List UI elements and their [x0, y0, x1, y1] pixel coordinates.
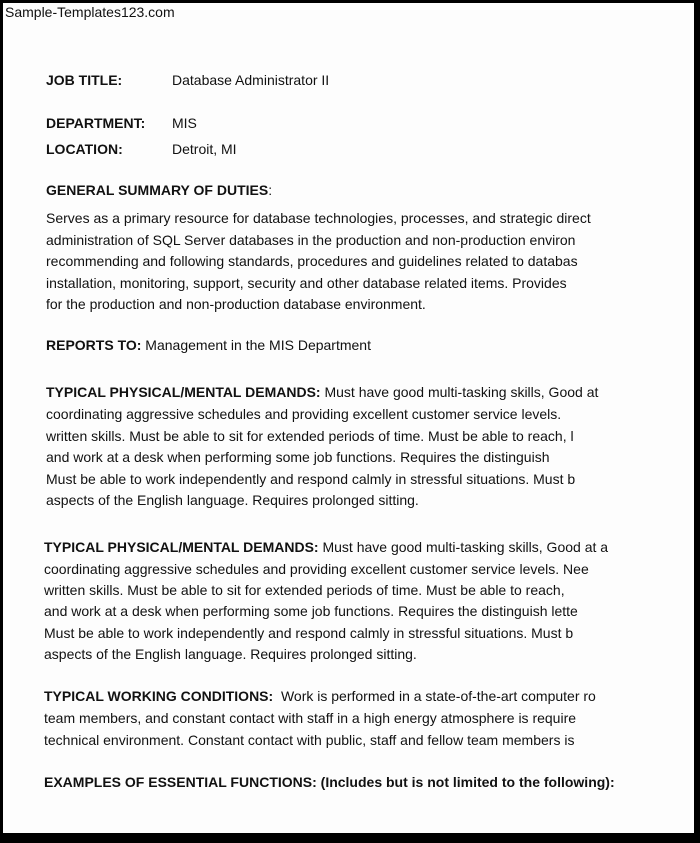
demands-2-text: Must have good multi-tasking skills, Good at a	[318, 539, 609, 555]
demands-1-text: Must have good multi-tasking skills, Good at	[320, 384, 599, 400]
demands-1-label: TYPICAL PHYSICAL/MENTAL DEMANDS:	[46, 384, 321, 400]
working-conditions-label: TYPICAL WORKING CONDITIONS:	[44, 688, 274, 704]
document-content	[3, 3, 660, 833]
watermark: Sample-Templates123.com	[5, 4, 175, 20]
location-label: LOCATION:	[46, 141, 123, 157]
location-value: Detroit, MI	[172, 141, 237, 157]
reports-to-value: Management in the MIS Department	[141, 337, 371, 353]
demands-1-line: written skills. Must be able to sit for extended periods of time. Must be able to reach, l	[46, 428, 574, 444]
summary-line: Serves as a primary resource for database technologies, processes, and strategic direct	[46, 210, 591, 226]
demands-2-line: aspects of the English language. Requires prolonged sitting.	[44, 646, 417, 662]
demands-2-line: written skills. Must be able to sit for extended periods of time. Must be able to reach,	[44, 582, 565, 598]
demands-1-line: Must be able to work independently and respond calmly in stressful situations. Must b	[46, 471, 576, 487]
reports-to-row	[46, 337, 371, 354]
demands-1-line: and work at a desk when performing some job functions. Requires the distinguish	[46, 449, 550, 465]
summary-heading	[46, 182, 272, 199]
summary-line: recommending and following standards, procedures and guidelines related to databas	[46, 253, 578, 269]
demands-2-first-line	[44, 539, 608, 556]
demands-2-line: coordinating aggressive schedules and providing excellent customer service levels. Nee	[44, 561, 589, 577]
document-page	[3, 3, 694, 833]
department-value: MIS	[172, 115, 197, 131]
summary-heading-text: GENERAL SUMMARY OF DUTIES	[46, 182, 269, 198]
summary-line: administration of SQL Server databases in the production and non-production environ	[46, 232, 576, 248]
demands-2-line: and work at a desk when performing some job functions. Requires the distinguish lette	[44, 603, 578, 619]
working-conditions-text: Work is performed in a state-of-the-art computer ro	[273, 688, 596, 704]
working-conditions-line: team members, and constant contact with staff in a high energy atmosphere is require	[44, 710, 577, 726]
summary-line: installation, monitoring, support, security and other database related items. Provides	[46, 275, 567, 291]
demands-1-first-line	[46, 384, 598, 401]
essential-functions-heading: EXAMPLES OF ESSENTIAL FUNCTIONS: (Includes but is not limited to the following):	[44, 774, 615, 790]
job-title-value: Database Administrator II	[172, 72, 330, 88]
summary-line: for the production and non-production database environment.	[46, 296, 426, 312]
demands-2-label: TYPICAL PHYSICAL/MENTAL DEMANDS:	[44, 539, 319, 555]
job-title-label: JOB TITLE:	[46, 72, 123, 88]
demands-1-line: aspects of the English language. Requires prolonged sitting.	[46, 492, 419, 508]
working-conditions-line: technical environment. Constant contact with public, staff and fellow team members is	[44, 732, 575, 748]
demands-1-line: coordinating aggressive schedules and providing excellent customer service levels.	[46, 406, 562, 422]
demands-2-line: Must be able to work independently and respond calmly in stressful situations. Must b	[44, 625, 574, 641]
department-label: DEPARTMENT:	[46, 115, 146, 131]
reports-to-label: REPORTS TO:	[46, 337, 142, 353]
working-conditions-first-line	[44, 688, 596, 705]
summary-heading-colon: :	[268, 182, 273, 198]
